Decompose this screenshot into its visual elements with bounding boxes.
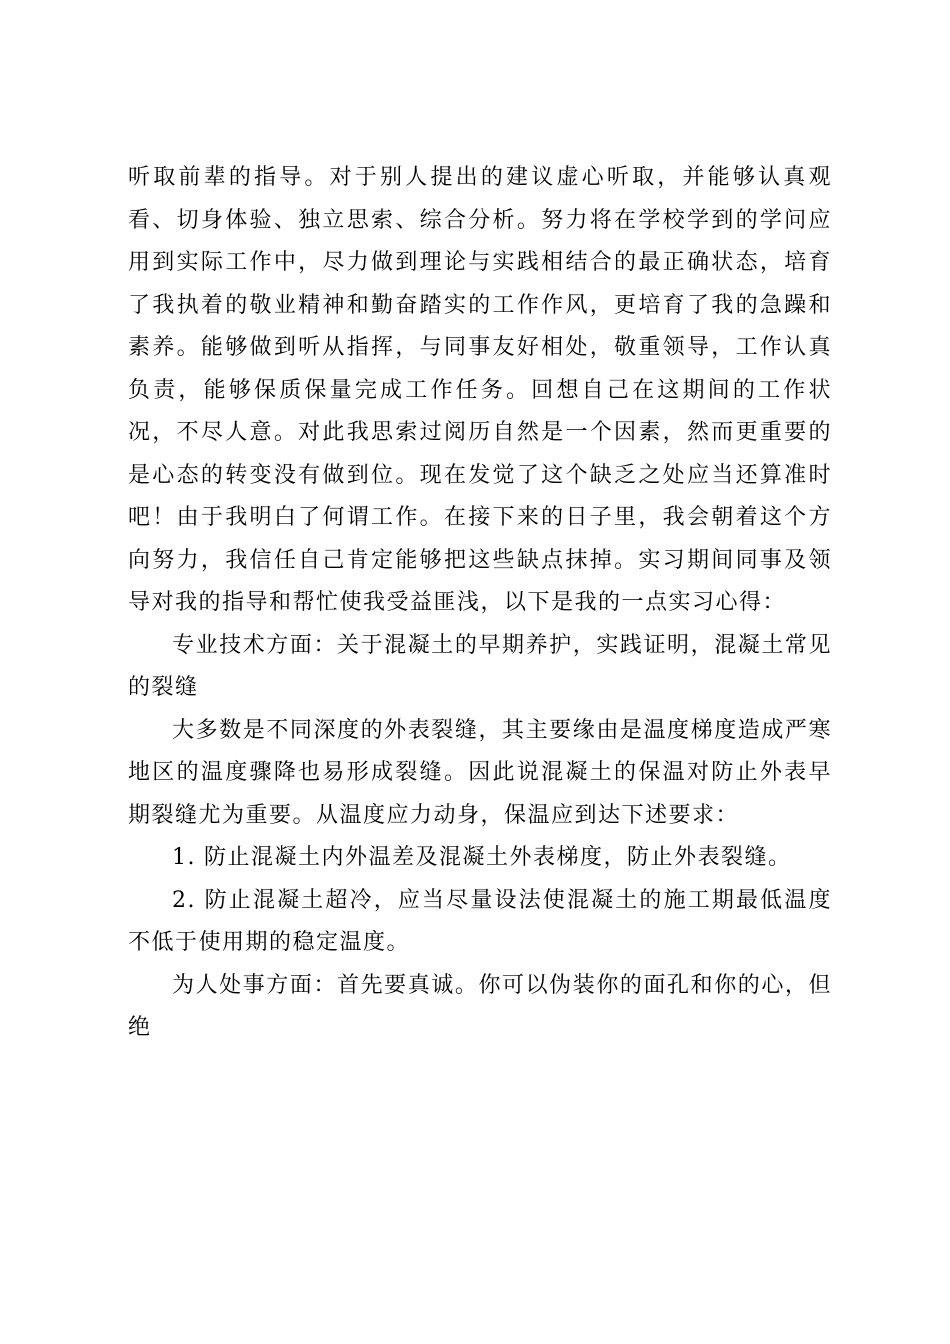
list-item-1 — [128, 837, 832, 880]
list-item-text: 防止混凝土内外温差及混凝土外表梯度，防止外表裂缝。 — [204, 845, 792, 870]
paragraph-technical-aspect: 专业技术方面：关于混凝土的早期养护，实践证明，混凝土常见的裂缝 — [128, 632, 832, 700]
list-item-number: 1. — [172, 845, 196, 870]
list-item-2 — [128, 880, 832, 965]
list-item-number: 2. — [172, 887, 196, 913]
paragraph-surface-cracks: 大多数是不同深度的外表裂缝，其主要缘由是温度梯度造成严寒地区的温度骤降也易形成裂缝。因此说混凝土的保温对防止外表早期裂缝尤为重要。从温度应力动身，保温应到达下述要求： — [128, 717, 832, 828]
list-item-text: 防止混凝土超冷，应当尽量设法使混凝土的施工期最低温度不低于使用期的稳定温度。 — [128, 887, 832, 955]
paragraph-internship-reflection: 听取前辈的指导。对于别人提出的建议虚心听取，并能够认真观看、切身体验、独立思索、综合分析。努力将在学校学到的学问应用到实际工作中，尽力做到理论与实践相结合的最正确状态，培育了我执着的敬业精神和勤奋踏实的工作作风，更培育了我的急躁和素养。能够做到听从指挥，与同事友好相处，敬重领导，工作认真负责，能够保质保量完成工作任务。回想自己在这期间的工作状况，不尽人意。对此我思索过阅历自然是一个因素，然而更重要的是心态的转变没有做到位。现在发觉了这个缺乏之处应当还算准时吧！由于我明白了何谓工作。在接下来的日子里，我会朝着这个方向努力，我信任自己肯定能够把这些缺点抹掉。实习期间同事及领导对我的指导和帮忙使我受益匪浅，以下是我的一点实习心得： — [128, 165, 832, 615]
document-body — [128, 157, 832, 1050]
paragraph-interpersonal: 为人处事方面：首先要真诚。你可以伪装你的面孔和你的心，但绝 — [128, 972, 832, 1040]
